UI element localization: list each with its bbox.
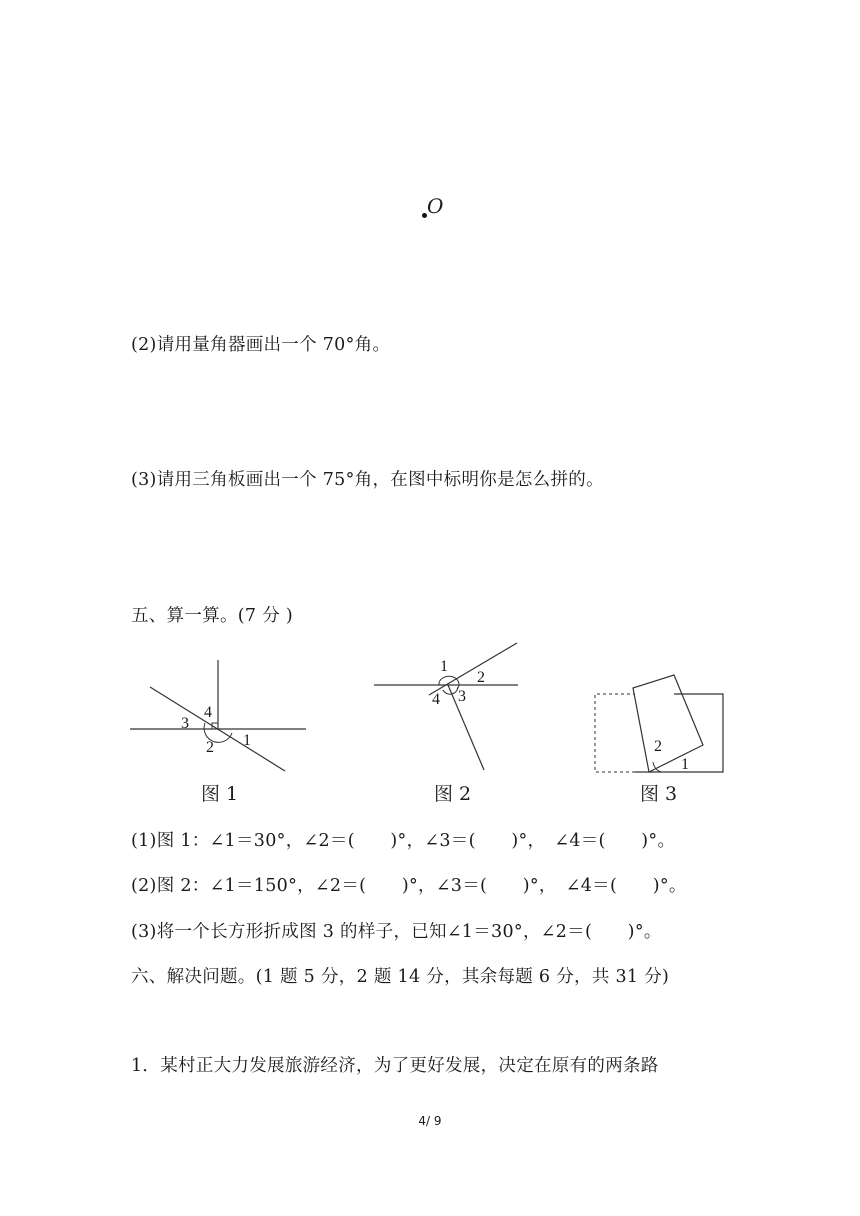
question-2-text: (2)请用量角器画出一个 70°角。 <box>131 335 391 355</box>
fig3-rectangle-remaining <box>635 694 723 772</box>
question-3-text: (3)请用三角板画出一个 75°角，在图中标明你是怎么拼的。 <box>131 470 604 490</box>
fig1-label-1: 1 <box>243 732 251 749</box>
figure-3 <box>590 670 730 780</box>
figure-2-caption: 图 2 <box>434 783 472 805</box>
section-5-question-3: (3)将一个长方形折成图 3 的样子，已知∠1＝30°，∠2＝( )°。 <box>131 922 662 942</box>
figure-1-caption: 图 1 <box>201 783 239 805</box>
fig3-label-1: 1 <box>681 756 689 773</box>
figure-2 <box>369 635 524 775</box>
fig3-dashed-original-part <box>595 694 635 772</box>
figure-3-caption: 图 3 <box>640 783 678 805</box>
fig1-label-4: 4 <box>204 704 212 721</box>
section-6-question-1: 1．某村正大力发展旅游经济，为了更好发展，决定在原有的两条路 <box>131 1056 659 1076</box>
section-5-question-2: (2)图 2：∠1＝150°，∠2＝( )°，∠3＝( )°， ∠4＝( )°。 <box>131 876 687 896</box>
fig1-label-3: 3 <box>181 715 189 732</box>
page-number: 4/ 9 <box>418 1114 442 1128</box>
fig2-lower-ray-line <box>448 685 484 770</box>
fig2-label-2: 2 <box>477 669 485 686</box>
section-5-title: 五、算一算。(7 分 ) <box>131 606 294 626</box>
fig2-label-1: 1 <box>440 658 448 675</box>
fig3-folded-flap <box>633 675 703 772</box>
point-o-label: O <box>427 194 444 218</box>
fig2-label-4: 4 <box>432 691 440 708</box>
section-6-title: 六、解决问题。(1 题 5 分，2 题 14 分，其余每题 6 分，共 31 分) <box>131 967 670 987</box>
fig1-label-2: 2 <box>206 739 214 756</box>
section-5-question-1: (1)图 1：∠1＝30°，∠2＝( )°，∠3＝( )°， ∠4＝( )°。 <box>131 831 676 851</box>
figure-1 <box>125 655 315 780</box>
fig3-label-2: 2 <box>654 738 662 755</box>
fig2-label-3: 3 <box>458 688 466 705</box>
